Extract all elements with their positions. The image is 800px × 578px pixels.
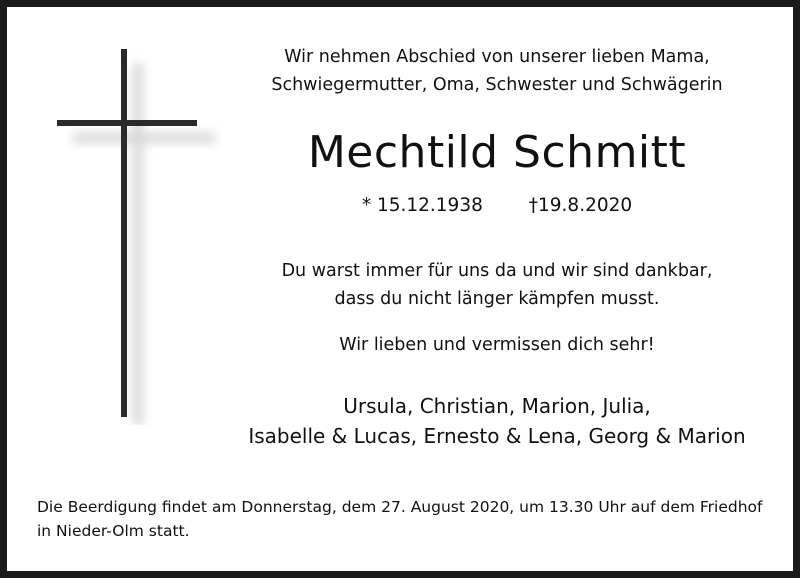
- intro-line: Wir nehmen Abschied von unserer lieben Mama,: [284, 47, 710, 67]
- family-line: Ursula, Christian, Marion, Julia,: [343, 394, 651, 418]
- birth-date: * 15.12.1938: [361, 195, 483, 216]
- cross-body: [57, 49, 197, 417]
- cross-icon: [47, 45, 227, 425]
- memorial-quote: [247, 257, 747, 313]
- funeral-line: in Nieder-Olm statt.: [37, 522, 190, 540]
- cross-shadow: [73, 63, 215, 425]
- family-names: [237, 391, 757, 451]
- intro-text: [247, 43, 747, 99]
- deceased-name: Mechtild Schmitt: [307, 127, 687, 178]
- funeral-info: [37, 495, 787, 543]
- quote-line: Du warst immer für uns da und wir sind dankbar,: [281, 261, 713, 281]
- life-dates: [247, 193, 747, 219]
- funeral-line: Die Beerdigung findet am Donnerstag, dem 27. August 2020, um 13.30 Uhr auf dem Friedhof: [37, 498, 763, 516]
- quote-line: dass du nicht länger kämpfen musst.: [334, 289, 660, 309]
- intro-line: Schwiegermutter, Oma, Schwester und Schwägerin: [271, 75, 723, 95]
- love-line: Wir lieben und vermissen dich sehr!: [339, 335, 655, 355]
- family-line: Isabelle & Lucas, Ernesto & Lena, Georg & Marion: [248, 424, 746, 448]
- death-date: †19.8.2020: [528, 195, 633, 216]
